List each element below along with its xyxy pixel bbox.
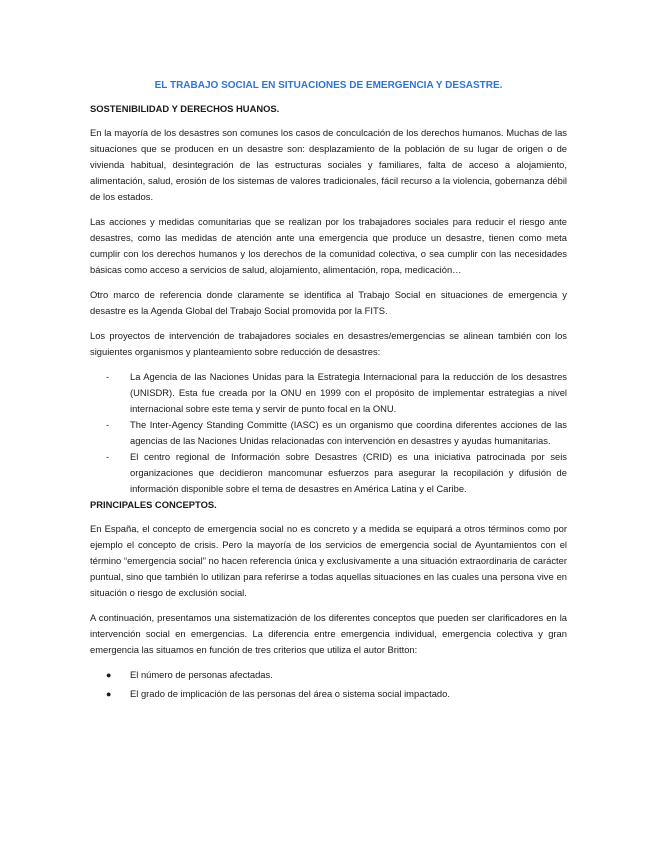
bullet-icon: ●	[106, 689, 112, 699]
list-item-text: La Agencia de las Naciones Unidas para la Estrategia Internacional para la reducción de los desastres (UNISDR). Esta fue creada por la ONU en 1999 con el propósito de implementar estrategias a nivel internacional sobre este tema y servir de punto focal en la ONU.	[130, 371, 567, 414]
list-item	[106, 667, 567, 683]
bullet-icon: ●	[106, 670, 112, 680]
paragraph: Los proyectos de intervención de trabajadores sociales en desastres/emergencias se alinean también con los siguientes organismos y planteamiento sobre reducción de desastres:	[90, 330, 567, 357]
dash-marker: -	[106, 419, 110, 430]
criteria-list	[90, 667, 567, 702]
list-item-text: El grado de implicación de las personas del área o sistema social impactado.	[130, 688, 450, 699]
paragraph: En la mayoría de los desastres son comunes los casos de conculcación de los derechos humanos. Muchas de las situaciones que se producen en un desastre son: desplazamiento de la población de su lugar de origen o de vivienda habitual, desintegración de las estructuras sociales y familiares, falta de acceso a alojamiento, alimentación, salud, erosión de los sistemas de valores tradicionales, fácil recurso a la violencia, gobernanza débil de los estados.	[90, 127, 567, 202]
list-item	[106, 449, 567, 497]
list-item	[106, 369, 567, 417]
paragraph: En España, el concepto de emergencia social no es concreto y a medida se equipará a otros términos como por ejemplo el concepto de crisis. Pero la mayoría de los servicios de emergencia social de Ayuntamientos con el término “emergencia social” no hacen referencia única y exclusivamente a una situación extraordinaria de carácter puntual, sino que también lo utilizan para referirse a todas aquellas situaciones en las cuales una persona vive en situación o riesgo de exclusión social.	[90, 523, 567, 598]
list-item-text: The Inter-Agency Standing Committe (IASC) es un organismo que coordina diferentes acciones de las agencias de las Naciones Unidas relacionadas con intervención en desastres y ayudas humanitarias.	[130, 419, 567, 446]
paragraph: Las acciones y medidas comunitarias que se realizan por los trabajadores sociales para reducir el riesgo ante desastres, como las medidas de atención ante una emergencia que produce un desastre, tienen como meta cumplir con los derechos humanos y los derechos de la comunidad colectiva, o sea cumplir con las necesidades básicas como acceso a servicios de salud, alojamiento, alimentación, ropa, medicación…	[90, 216, 567, 275]
list-item-text: El número de personas afectadas.	[130, 669, 273, 680]
section-heading-conceptos: PRINCIPALES CONCEPTOS.	[90, 499, 217, 510]
dash-marker: -	[106, 451, 110, 462]
organizations-list	[90, 369, 567, 497]
list-item	[106, 686, 567, 702]
section-heading-sostenibilidad: SOSTENIBILIDAD Y DERECHOS HUANOS.	[90, 103, 280, 114]
document-title: EL TRABAJO SOCIAL EN SITUACIONES DE EMERGENCIA Y DESASTRE.	[154, 80, 503, 91]
paragraph: Otro marco de referencia donde claramente se identifica al Trabajo Social en situaciones de emergencia y desastre es la Agenda Global del Trabajo Social promovida por la FITS.	[90, 289, 567, 316]
list-item-text: El centro regional de Información sobre Desastres (CRID) es una iniciativa patrocinada por seis organizaciones que decidieron mancomunar esfuerzos para asegurar la recopilación y difusión de información disponible sobre el tema de desastres en América Latina y el Caribe.	[130, 451, 567, 494]
paragraph: A continuación, presentamos una sistematización de los diferentes conceptos que pueden ser clarificadores en la intervención social en emergencias. La diferencia entre emergencia individual, emergencia colectiva y gran emergencia las situamos en función de tres criterios que utiliza el autor Britton:	[90, 612, 567, 655]
dash-marker: -	[106, 371, 110, 382]
list-item	[106, 417, 567, 449]
